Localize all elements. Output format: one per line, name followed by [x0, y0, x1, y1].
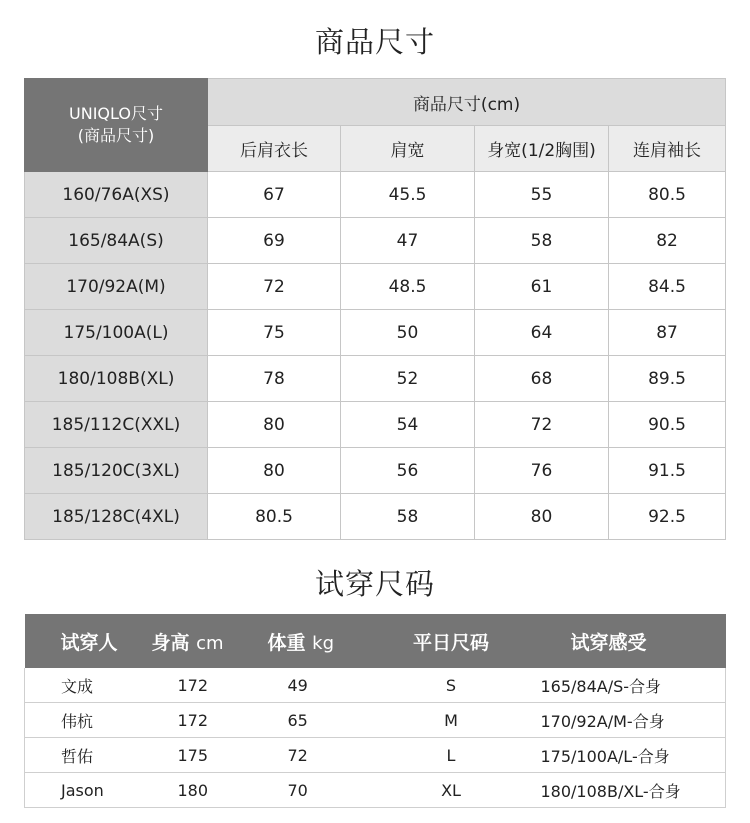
tester-name: 文成: [25, 668, 152, 703]
table-row: [25, 773, 726, 808]
table-row: [25, 172, 726, 218]
tester-height: 172: [152, 703, 264, 738]
table-row: [25, 448, 726, 494]
table-cell: 76: [475, 448, 609, 494]
table-cell: 82: [609, 218, 726, 264]
column-header-body-width: 身宽(1/2胸围): [475, 126, 609, 172]
table-cell: 89.5: [609, 356, 726, 402]
tester-weight: 65: [264, 703, 382, 738]
tester-fit-feeling: 170/92A/M-合身: [521, 703, 726, 738]
table-cell: 72: [475, 402, 609, 448]
tester-usual-size: S: [382, 668, 521, 703]
table-cell: 69: [208, 218, 341, 264]
size-chart-table: [24, 78, 726, 540]
tester-fit-feeling: 180/108B/XL-合身: [521, 773, 726, 808]
table-cell: 72: [208, 264, 341, 310]
table-cell: 90.5: [609, 402, 726, 448]
fitting-header-row: [25, 614, 726, 668]
tester-usual-size: L: [382, 738, 521, 773]
table-cell: 67: [208, 172, 341, 218]
height-label: 身高: [151, 631, 190, 654]
row-header-size: 180/108B(XL): [25, 356, 208, 402]
table-cell: 80: [208, 448, 341, 494]
table-row: [25, 264, 726, 310]
table-cell: 58: [475, 218, 609, 264]
table-cell: 64: [475, 310, 609, 356]
tester-name: 哲佑: [25, 738, 152, 773]
table-cell: 55: [475, 172, 609, 218]
table-row: [25, 703, 726, 738]
size-system-sublabel: (商品尺寸): [77, 126, 155, 145]
table-cell: 91.5: [609, 448, 726, 494]
table-cell: 54: [341, 402, 475, 448]
column-header-fit-feeling: 试穿感受: [521, 614, 726, 668]
tester-weight: 72: [264, 738, 382, 773]
table-cell: 58: [341, 494, 475, 540]
table-cell: 45.5: [341, 172, 475, 218]
table-cell: 75: [208, 310, 341, 356]
table-cell: 78: [208, 356, 341, 402]
row-header-size: 175/100A(L): [25, 310, 208, 356]
table-cell: 48.5: [341, 264, 475, 310]
column-header-back-length: 后肩衣长: [208, 126, 341, 172]
tester-fit-feeling: 175/100A/L-合身: [521, 738, 726, 773]
tester-name: 伟杭: [25, 703, 152, 738]
table-row: [25, 218, 726, 264]
table-cell: 80.5: [208, 494, 341, 540]
table-row: [25, 738, 726, 773]
table-cell: 47: [341, 218, 475, 264]
table-cell: 68: [475, 356, 609, 402]
table-cell: 61: [475, 264, 609, 310]
column-header-shoulder-width: 肩宽: [341, 126, 475, 172]
size-system-header: [25, 79, 208, 172]
table-row: [25, 402, 726, 448]
tester-name: Jason: [25, 773, 152, 808]
column-header-sleeve-length: 连肩袖长: [609, 126, 726, 172]
tester-usual-size: XL: [382, 773, 521, 808]
table-row: [25, 310, 726, 356]
table-cell: 87: [609, 310, 726, 356]
column-header-height: [152, 614, 264, 668]
row-header-size: 185/128C(4XL): [25, 494, 208, 540]
column-header-person: 试穿人: [25, 614, 152, 668]
table-cell: 52: [341, 356, 475, 402]
tester-height: 180: [152, 773, 264, 808]
measurement-group-header: 商品尺寸(cm): [208, 79, 726, 126]
row-header-size: 165/84A(S): [25, 218, 208, 264]
table-cell: 80.5: [609, 172, 726, 218]
tester-height: 175: [152, 738, 264, 773]
table-cell: 80: [475, 494, 609, 540]
weight-unit: kg: [312, 632, 334, 654]
row-header-size: 160/76A(XS): [25, 172, 208, 218]
table-cell: 92.5: [609, 494, 726, 540]
column-header-weight: [264, 614, 382, 668]
tester-usual-size: M: [382, 703, 521, 738]
table-row: [25, 494, 726, 540]
height-unit: cm: [196, 632, 224, 654]
row-header-size: 170/92A(M): [25, 264, 208, 310]
table-cell: 84.5: [609, 264, 726, 310]
tester-weight: 49: [264, 668, 382, 703]
tester-weight: 70: [264, 773, 382, 808]
tester-height: 172: [152, 668, 264, 703]
table-row: [25, 356, 726, 402]
size-chart-title: 商品尺寸: [314, 25, 435, 59]
table-cell: 50: [341, 310, 475, 356]
table-cell: 56: [341, 448, 475, 494]
column-header-usual-size: 平日尺码: [382, 614, 521, 668]
size-system-label: UNIQLO尺寸: [69, 104, 163, 123]
tester-fit-feeling: 165/84A/S-合身: [521, 668, 726, 703]
weight-label: 体重: [267, 631, 306, 654]
fitting-title: 试穿尺码: [314, 567, 435, 601]
table-row: [25, 668, 726, 703]
fitting-table: [24, 614, 726, 808]
table-cell: 80: [208, 402, 341, 448]
row-header-size: 185/112C(XXL): [25, 402, 208, 448]
row-header-size: 185/120C(3XL): [25, 448, 208, 494]
